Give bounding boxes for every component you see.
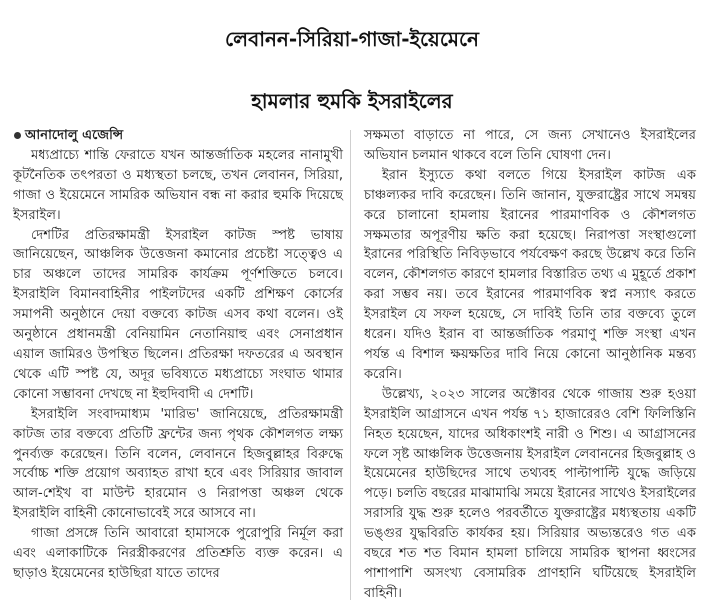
- article-column-left: [13, 126, 343, 584]
- headline: [0, 8, 704, 132]
- paragraph: উল্লেখ্য, ২০২৩ সালের অক্টোবর থেকে গাজায় শুরু হওয়া ইসরাইলি আগ্রাসনে এখন পর্যন্ত ৭১ হাজারেরও বেশি ফিলিস্তিনি নিহত হয়েছেন, যাদের অধিকাংশই নারী ও শিশু। এ আগ্রাসনের ফলে সৃষ্ট আঞ্চলিক উত্তেজনায় ইসরাইল লেবাননের হিজবুল্লাহ ও ইয়েমেনের হাউছিদের সাথে তথ্যবহ পাল্টাপাল্টি যুদ্ধে জড়িয়ে পড়ে। চলতি বছরের মাঝামাঝি সময়ে ইরানের সাথেও ইসরাইলের সরাসরি যুদ্ধ শুরু হলেও পরবর্তীতে যুক্তরাষ্ট্রের মধ্যস্থতায় একটি ভঙ্গুর যুদ্ধবিরতি কার্যকর হয়। সিরিয়ার অভ্যন্তরেও গত এক বছরে শত শত বিমান হামলা চালিয়ে সামরিক স্থাপনা ধ্বংসের পাশাপাশি অসংখ্য বেসামরিক প্রাণহানি ঘটিয়েছে ইসরাইলি বাহিনী।: [364, 386, 696, 601]
- headline-line-1: লেবানন-সিরিয়া-গাজা-ইয়েমেনে: [225, 27, 479, 51]
- headline-line-2: হামলার হুমকি ইসরাইলের: [251, 89, 453, 113]
- bullet-icon: [14, 132, 21, 139]
- byline: [13, 126, 343, 146]
- paragraph: সক্ষমতা বাড়াতে না পারে, সে জন্য সেখানেও ইসরাইলের অভিযান চলমান থাকবে বলে তিনি ঘোষণা দেন।: [364, 128, 696, 163]
- paragraph: গাজা প্রসঙ্গে তিনি আবারো হামাসকে পুরোপুরি নির্মূল করা এবং এলাকাটিকে নিরস্ত্রীকরণের প্রতিশ্রুতি ব্যক্ত করেন। এ ছাড়াও ইয়েমেনের হাউছিরা যাতে তাদের: [13, 526, 343, 581]
- paragraph: দেশটির প্রতিরক্ষামন্ত্রী ইসরাইল কাটজ স্পষ্ট ভাষায় জানিয়েছেন, আঞ্চলিক উত্তেজনা কমানোর প্রচেষ্টা সত্ত্বেও এ চার অঞ্চলে তাদের সামরিক কার্যক্রম পূর্ণশক্তিতে চলবে। ইসরাইলি বিমানবাহিনীর পাইলটদের একটি প্রশিক্ষণ কোর্সের সমাপনী অনুষ্ঠানে দেয়া বক্তব্যে কাটজ এসব কথা বলেন। ওই অনুষ্ঠানে প্রধানমন্ত্রী বেনিয়ামিন নেতানিয়াহু এবং সেনাপ্রধান এয়াল জামিরও উপস্থিত ছিলেন। প্রতিরক্ষা দফতরের এ অবস্থান থেকে এটি স্পষ্ট যে, অদূর ভবিষ্যতে মধ্যপ্রাচ্যে সংঘাত থামার কোনো সম্ভাবনা দেখছে না ইহুদিবাদী এ দেশটি।: [13, 227, 343, 402]
- paragraph: ইসরাইলি সংবাদমাধ্যম 'মারিভ' জানিয়েছে, প্রতিরক্ষামন্ত্রী কাটজ তার বক্তব্যে প্রতিটি ফ্রন্টের জন্য পৃথক কৌশলগত লক্ষ্য পুনর্ব্যক্ত করেছেন। তিনি বলেন, লেবাননে হিজবুল্লাহর বিরুদ্ধে সর্বোচ্চ শক্তি প্রয়োগ অব্যাহত রাখা হবে এবং সিরিয়ার জাবাল আল-শেইখ বা মাউন্ট হারমোন ও নিরাপত্তা অঞ্চল থেকে ইসরাইলি বাহিনী কোনোভাবেই সরে আসবে না।: [13, 406, 343, 522]
- paragraph: ইরান ইস্যুতে কথা বলতে গিয়ে ইসরাইল কাটজ এক চাঞ্চল্যকর দাবি করেছেন। তিনি জানান, যুক্তরাষ্ট্রের সাথে সমন্বয় করে চালানো হামলায় ইরানের পারমাণবিক ও কৌশলগত সক্ষমতার অপূরণীয় ক্ষতি করা হয়েছে। নিরাপত্তা সংস্থাগুলো ইরানের পরিস্থিতি নিবিড়ভাবে পর্যবেক্ষণ করছে উল্লেখ করে তিনি বলেন, কৌশলগত কারণে হামলার বিস্তারিত তথ্য এ মুহূর্তে প্রকাশ করা সম্ভব নয়। তবে ইরানের পারমাণবিক স্বপ্ন নস্যাৎ করতে ইসরাইল যে সফল হয়েছে, সে দাবিই তিনি তার বক্তব্যে তুলে ধরেন। যদিও ইরান বা আন্তর্জাতিক পরমাণু শক্তি সংস্থা এখন পর্যন্ত এ বিশাল ক্ষয়ক্ষতির দাবি নিয়ে কোনো আনুষ্ঠানিক মন্তব্য করেনি।: [364, 167, 696, 382]
- paragraph: মধ্যপ্রাচ্যে শান্তি ফেরাতে যখন আন্তর্জাতিক মহলের নানামুখী কূটনৈতিক তৎপরতা ও মধ্যস্থতা চলছে, তখন লেবানন, সিরিয়া, গাজা ও ইয়েমেনে সামরিক অভিযান বন্ধ না করার হুমকি দিয়েছে ইসরাইল।: [13, 147, 343, 223]
- column-divider: [350, 130, 351, 600]
- byline-text: আনাদোলু এজেন্সি: [25, 128, 124, 143]
- article-column-right: [364, 126, 696, 604]
